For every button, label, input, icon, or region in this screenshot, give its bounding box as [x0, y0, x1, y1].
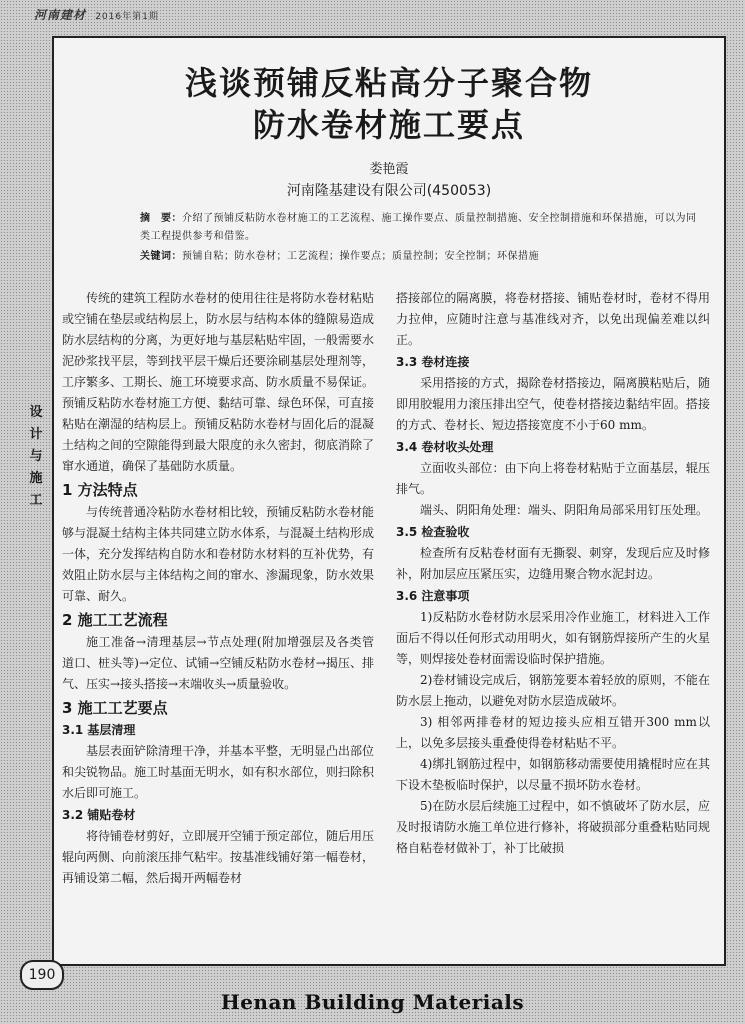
page-number: 190 — [20, 960, 64, 990]
section-3-4-text-1: 立面收头部位：由下向上将卷材粘贴于立面基层，辊压排气。 — [396, 461, 710, 496]
section-3-3-text: 采用搭接的方式，揭除卷材搭接边，隔离膜粘贴后，随即用胶辊用力滚压排出空气，使卷材搭接边黏结牢固。搭接的方式、卷材长、短边搭接宽度不小于60 mm。 — [396, 376, 710, 432]
note-2: 2)卷材铺设完成后，钢筋笼要本着轻放的原则，不能在防水层上拖动，以避免对防水层造成破坏。 — [396, 673, 710, 708]
section-3-3-heading: 3.3 卷材连接 — [396, 355, 470, 369]
section-2-heading: 2 施工工艺流程 — [62, 611, 168, 629]
running-header — [34, 6, 334, 28]
author: 娄艳霞 — [369, 162, 409, 177]
section-3-1-heading: 3.1 基层清理 — [62, 723, 136, 737]
abstract-text: 介绍了预铺反粘防水卷材施工的工艺流程、施工操作要点、质量控制措施、安全控制措施和环保措施，可以为同类工程提供参考和借鉴。 — [140, 213, 697, 242]
section-3-5-heading: 3.5 检查验收 — [396, 525, 470, 539]
footer-journal-title: Henan Building Materials — [220, 990, 525, 1014]
section-3-2-text: 将待铺卷材剪好，立即展开空铺于预定部位，随后用压辊向两侧、向前滚压排气粘牢。按基准线铺好第一幅卷材，再铺设第二幅，然后揭开两幅卷材 — [62, 829, 375, 885]
abstract — [140, 210, 700, 246]
section-3-4-text-2: 端头、阴阳角处理：端头、阴阳角局部采用钉压处理。 — [420, 503, 709, 517]
right-column — [396, 288, 710, 859]
section-3-4-heading: 3.4 卷材收头处理 — [396, 440, 494, 454]
section-3-6-heading: 3.6 注意事项 — [396, 589, 470, 603]
section-3-5-text: 检查所有反粘卷材面有无撕裂、刺穿，发现后应及时修补，附加层应压紧压实，边缝用聚合物水泥封边。 — [396, 546, 710, 581]
keywords — [140, 248, 700, 266]
side-section-label — [28, 402, 44, 512]
section-3-heading: 3 施工工艺要点 — [62, 699, 168, 717]
note-5: 5)在防水层后续施工过程中，如不慎破坏了防水层，应及时报请防水施工单位进行修补，将破损部分重叠粘贴同规格自粘卷材做补丁，补丁比破损 — [396, 799, 710, 855]
continued-paragraph: 搭接部位的隔离膜，将卷材搭接、铺贴卷材时，卷材不得用力拉伸，应随时注意与基准线对齐，以免出现偏差难以纠正。 — [396, 291, 710, 347]
title-line-2: 防水卷材施工要点 — [252, 106, 525, 144]
section-3-2-heading: 3.2 铺贴卷材 — [62, 808, 136, 822]
issue-info: 2016年第1期 — [95, 12, 159, 22]
side-char: 设 — [29, 405, 43, 420]
side-char: 施 — [29, 471, 43, 486]
section-1-heading: 1 方法特点 — [62, 481, 138, 499]
affiliation: 河南隆基建设有限公司(450053) — [286, 183, 492, 199]
section-1-text: 与传统普通冷粘防水卷材相比较，预铺反粘防水卷材能够与混凝土结构主体共同建立防水体系，与混凝土结构形成一体，充分发挥结构自防水和卷材防水材料的互补优势，有效阻止防水层与主体结构之间的窜水、渗漏现象，防水效果可靠、耐久。 — [62, 505, 375, 603]
keywords-text: 预铺自粘；防水卷材；工艺流程；操作要点；质量控制；安全控制；环保措施 — [182, 251, 539, 262]
side-char: 计 — [29, 427, 43, 442]
article-frame — [52, 36, 726, 966]
side-char: 工 — [29, 493, 43, 508]
section-3-1-text: 基层表面铲除清理干净，并基本平整，无明显凸出部位和尖锐物品。施工时基面无明水，如有积水部位，则扫除积水后即可施工。 — [62, 744, 375, 800]
title-line-1: 浅谈预铺反粘高分子聚合物 — [184, 64, 593, 102]
intro-paragraph: 传统的建筑工程防水卷材的使用往往是将防水卷材粘贴或空铺在垫层或结构层上，防水层与结构本体的缝隙易造成防水层结构的分离，为更好地与基层粘贴牢固，一般需要水泥砂浆找平层，等到找平层干燥后还要涂刷基层处理剂等，工序繁多、工期长、施工环境要求高、防水质量不易保证。预铺反粘防水卷材施工方便、黏结可靠、绿色环保，可直接粘贴在潮湿的结构层上。预铺反粘防水卷材与固化后的混凝土结构之间的空隙能得到最大限度的永久密封，彻底消除了窜水通道，确保了基础防水质量。 — [62, 291, 375, 473]
note-4: 4)绑扎钢筋过程中，如钢筋移动需要使用撬棍时应在其下设木垫板临时保护，以尽量不损坏防水卷材。 — [396, 757, 710, 792]
section-2-text: 施工准备→清理基层→节点处理(附加增强层及各类管道口、桩头等)→定位、试铺→空铺反粘防水卷材→揭压、排气、压实→接头搭接→末端收头→质量验收。 — [62, 635, 374, 691]
keywords-label: 关键词： — [140, 251, 182, 262]
abstract-label: 摘 要： — [140, 213, 182, 224]
note-1: 1)反粘防水卷材防水层采用冷作业施工，材料进入工作面后不得以任何形式动用明火，如有钢筋焊接所产生的火星等，则焊接处卷材面需设临时保护措施。 — [396, 610, 710, 666]
note-3: 3) 相邻两排卷材的短边接头应相互错开300 mm以上，以免多层接头重叠使得卷材粘贴不平。 — [396, 715, 710, 750]
side-char: 与 — [29, 449, 43, 464]
journal-name: 河南建材 — [34, 8, 87, 22]
left-column — [62, 288, 374, 889]
